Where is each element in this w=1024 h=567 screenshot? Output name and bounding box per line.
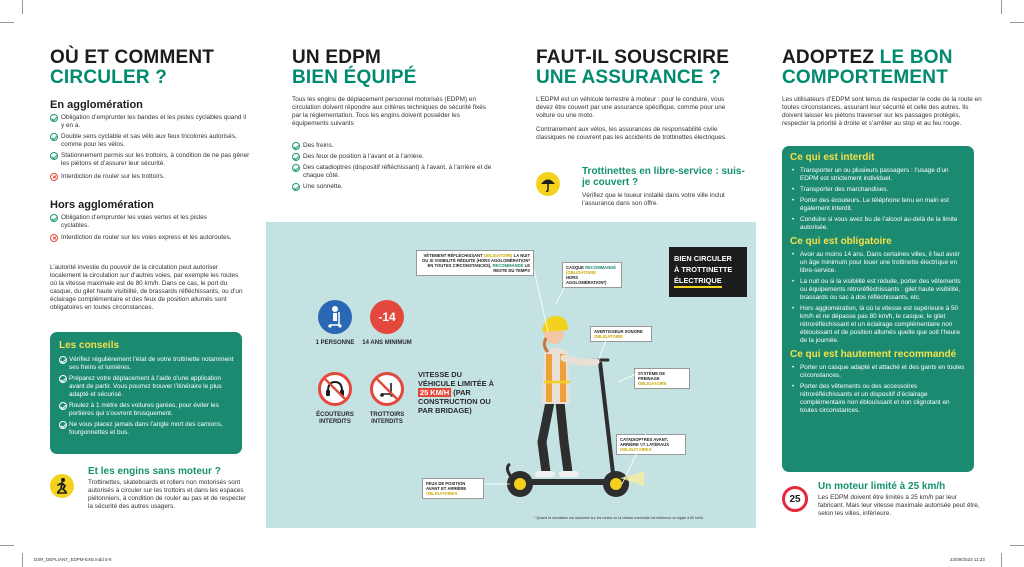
sans-moteur-text: Trottinettes, skateboards et rollers non motorisés sont autorisés à circuler sur les trottoirs et dans les espaces piétonniers, à condition de rouler au pas et de respecter la sécurité des autres usagers. <box>88 479 247 510</box>
crop-mark <box>1001 553 1002 567</box>
sans-moteur-title: Et les engins sans moteur ? <box>88 466 221 477</box>
col2-title-green: BIEN ÉQUIPÉ <box>292 67 417 88</box>
check-icon <box>50 114 58 122</box>
interdit-list <box>790 167 966 232</box>
list-item: • Transporter un ou plusieurs passagers : l’usage d’un EDPM est strictement individuel. <box>790 167 966 183</box>
libre-service-text: Vérifiez que le loueur installé dans votre ville inclut l’assurance dans son offre. <box>582 192 725 207</box>
equipement-list <box>292 142 492 194</box>
list-item: Interdiction de rouler sur les trottoirs. <box>50 173 250 181</box>
col3-title-green: UNE ASSURANCE ? <box>536 67 721 88</box>
col2-intro: Tous les engins de déplacement personnel motorisés (EDPM) en circulation doivent répondre aux critères techniques de sécurité fixés par la réglementation. Tous les engins doivent posséder les équipements suivants <box>292 96 486 127</box>
illustration-footnote: * Quand la circulation est autorisée sur les routes où la vitesse maximale est inférieure ou égale à 80 km/h. <box>534 516 704 520</box>
skater-icon <box>50 474 74 498</box>
moteur-text: Les EDPM doivent être limités à 25 km/h par leur fabricant. Mais leur vitesse maximale autorisée peut être, selon les villes, inférieure. <box>818 494 980 517</box>
icon-label: 14 ANS MINIMUM <box>362 340 412 346</box>
list-item: • Porter des écouteurs. Le téléphone tenu en main est également interdit. <box>790 197 966 213</box>
hors-list <box>50 214 235 245</box>
col4-title-dark: ADOPTEZ <box>782 47 875 68</box>
col3-p2: Contrairement aux vélos, les assurances de responsabilité civile classiques ne couvrent pas les accidents de trottinettes électriques. <box>536 126 727 141</box>
crop-mark <box>1010 545 1024 546</box>
banner-line: À TROTTINETTE <box>674 265 733 274</box>
check-icon <box>292 164 300 172</box>
check-icon <box>292 183 300 191</box>
list-item: Des feux de position à l’avant et à l’arrière. <box>292 153 492 161</box>
icon-label: 1 PERSONNE <box>315 340 355 346</box>
col3-title-dark: FAUT-IL SOUSCRIRE <box>536 47 730 68</box>
list-item: Des freins. <box>292 142 492 150</box>
regles-box <box>782 146 974 472</box>
forbidden-icon <box>50 234 58 242</box>
tag-catadioptres: CATADIOPTRES AVANT, ARRIÈRE ET LATÉRAUX OBLIGATOIRES <box>616 434 686 455</box>
check-icon <box>59 402 67 410</box>
tag-feux: FEUX DE POSITION AVANT ET ARRIÈRE OBLIGATOIRES <box>422 478 484 499</box>
conseils-title: Les conseils <box>59 340 120 351</box>
list-item: Ne vous placez jamais dans l’angle mort des camions, fourgonnettes et bus. <box>59 421 234 437</box>
list-item: Stationnement permis sur les trottoirs, à condition de ne pas gêner les piétons et d’assurer leur sécurité. <box>50 152 250 168</box>
recommande-list <box>790 364 966 415</box>
tag-avertisseur: AVERTISSEUR SONORE OBLIGATOIRE <box>590 326 652 342</box>
check-icon <box>292 142 300 150</box>
list-item: Des catadioptres (dispositif réfléchissant) à l’avant, à l’arrière et de chaque côté. <box>292 164 492 180</box>
umbrella-icon <box>536 172 560 196</box>
tag-gilet: VÊTEMENT RÉFLÉCHISSANT OBLIGATOIRE LA NUIT OU SI VISIBILITÉ RÉDUITE (HORS AGGLOMÉRATION* EN TOUTES CIRCONSTANCES), RECOMMANDÉ LE RESTE DU TEMPS <box>416 250 534 276</box>
conseils-list <box>59 356 234 437</box>
list-item: Interdiction de rouler sur les voies express et les autoroutes. <box>50 234 235 242</box>
list-item: Préparez votre déplacement à l’aide d’une application avant de partir. Vous pourrez trouver l’itinéraire le plus adapté et sécurisé. <box>59 375 234 399</box>
conseils-box <box>50 332 242 454</box>
list-item: Vérifiez régulièrement l’état de votre trottinette notamment ses freins et lumières. <box>59 356 234 372</box>
agglo-title: En agglomération <box>50 99 143 111</box>
crop-mark <box>1001 0 1002 14</box>
check-icon <box>59 356 67 364</box>
speed-value: 25 KM/H <box>420 388 450 397</box>
list-item: • Porter un casque adapté et attaché et des gants en toutes circonstances. <box>790 364 966 380</box>
speed-limit-text: VITESSE DU VÉHICULE LIMITÉE À 25 KM/H (PAR CONSTRUCTION OU PAR BRIDAGE) <box>418 370 494 415</box>
col4-intro: Les utilisateurs d’EDPM sont tenus de respecter le code de la route en toutes circonstances, assurant leur sécurité et celle des autres. Ils doivent laisser les piétons traverser sur les passages protégés, respecter la priorité à droite et s’arrêter au stop et au feu rouge. <box>782 96 982 127</box>
list-item: Obligation d’emprunter les voies vertes et les pistes cyclables. <box>50 214 235 230</box>
col1-title-dark: OÙ ET COMMENT <box>50 47 215 68</box>
speed-limit-sign-icon: 25 <box>782 486 808 512</box>
check-icon <box>50 152 58 160</box>
icon-label: ÉCOUTEURS INTERDITS <box>316 412 354 425</box>
col4-title-green: LE BON COMPORTEMENT <box>782 47 953 88</box>
interdit-title: Ce qui est interdit <box>790 152 875 163</box>
list-item: • Avoir au moins 14 ans. Dans certaines villes, il faut avoir un âge minimum pour louer une trottinette électrique en libre-service. <box>790 251 966 275</box>
list-item: Double sens cyclable et sas vélo aux feux tricolores autorisés, comme pour les vélos. <box>50 133 250 149</box>
list-item: Roulez à 1 mètre des voitures garées, pour éviter les portières qui s’ouvrent brusquement. <box>59 402 234 418</box>
list-item: • Transporter des marchandises. <box>790 186 966 194</box>
col4-title <box>782 48 1002 88</box>
obligatoire-list <box>790 251 966 345</box>
list-item: • La nuit ou si la visibilité est réduite, porter des vêtements ou équipements rétroréfléchissants : gilet haute visibilité, brassards ou sac à dos réfléchissants, etc. <box>790 278 966 302</box>
banner-line: BIEN CIRCULER <box>674 254 732 263</box>
check-icon <box>59 375 67 383</box>
crop-mark <box>0 545 14 546</box>
crop-mark <box>22 0 23 14</box>
list-item: Une sonnette. <box>292 183 492 191</box>
crop-mark <box>0 22 14 23</box>
libre-service-title: Trottinettes en libre-service : suis-je couvert ? <box>582 166 745 188</box>
recommande-title: Ce qui est hautement recommandé <box>790 349 957 360</box>
col1-title <box>50 48 250 88</box>
print-date: 22/09/2023 11:33 <box>950 557 985 562</box>
moteur-title: Un moteur limité à 25 km/h <box>818 481 946 492</box>
col3-title <box>536 48 766 88</box>
list-item: • Hors agglomération, là où la vitesse est supérieure à 50 km/h et ne dépasse pas 80 km/h, le casque, le gilet rétroréfléchissant et un éclairage complémentaire non éblouissant et de position allumés quelle que soit l’heure de la journée. <box>790 305 966 345</box>
leader-lines <box>266 222 756 528</box>
crop-mark <box>1010 22 1024 23</box>
col1-paragraph: L’autorité investie du pouvoir de la circulation peut autoriser localement la circulation sur d’autres voies, par exemple les routes où la vitesse maximale est de 80 km/h. Dans ce cas, le port du casque, du gilet haute visibilité, de brassards réfléchissants, ou d’un éclairage complémentaire et des feux de position allumés sont obligatoires en toutes circonstances. <box>50 264 243 311</box>
icon-label: TROTTOIRS INTERDITS <box>369 412 405 425</box>
check-icon <box>59 421 67 429</box>
forbidden-icon <box>50 173 58 181</box>
list-item: • Conduire si vous avez bu de l’alcool au-delà de la limite autorisée. <box>790 216 966 232</box>
crop-mark <box>22 553 23 567</box>
banner-line: ÉLECTRIQUE <box>674 275 722 288</box>
col2-title <box>292 48 492 88</box>
age-minimum-icon: -14 <box>370 300 404 334</box>
hors-title: Hors agglomération <box>50 199 154 211</box>
file-info: DSR_DEPLIANT_EDPM-EXE.indd 5-8 <box>34 557 112 562</box>
check-icon <box>50 133 58 141</box>
list-item: • Porter des vêtements ou des accessoires rétroréfléchissants et un dispositif d’éclairage complémentaire non éblouissant et non clignotant en toutes circonstances. <box>790 383 966 415</box>
check-icon <box>50 214 58 222</box>
agglo-list <box>50 114 250 184</box>
illustration-panel <box>266 222 756 528</box>
obligatoire-title: Ce qui est obligatoire <box>790 236 892 247</box>
tag-casque: CASQUE RECOMMANDÉ (OBLIGATOIRE HORS AGGLOMÉRATION*) <box>562 262 622 288</box>
col3-p1: L’EDPM est un véhicule terrestre à moteur : pour le conduire, vous devez être couvert par une assurance spécifique, comme pour une voiture ou une moto. <box>536 96 726 119</box>
check-icon <box>292 153 300 161</box>
list-item: Obligation d’emprunter les bandes et les pistes cyclables quand il y en a. <box>50 114 250 130</box>
tag-freinage: SYSTÈME DE FREINAGE OBLIGATOIRE <box>634 368 690 389</box>
col1-title-green: CIRCULER ? <box>50 67 168 88</box>
col2-title-dark: UN EDPM <box>292 47 382 68</box>
